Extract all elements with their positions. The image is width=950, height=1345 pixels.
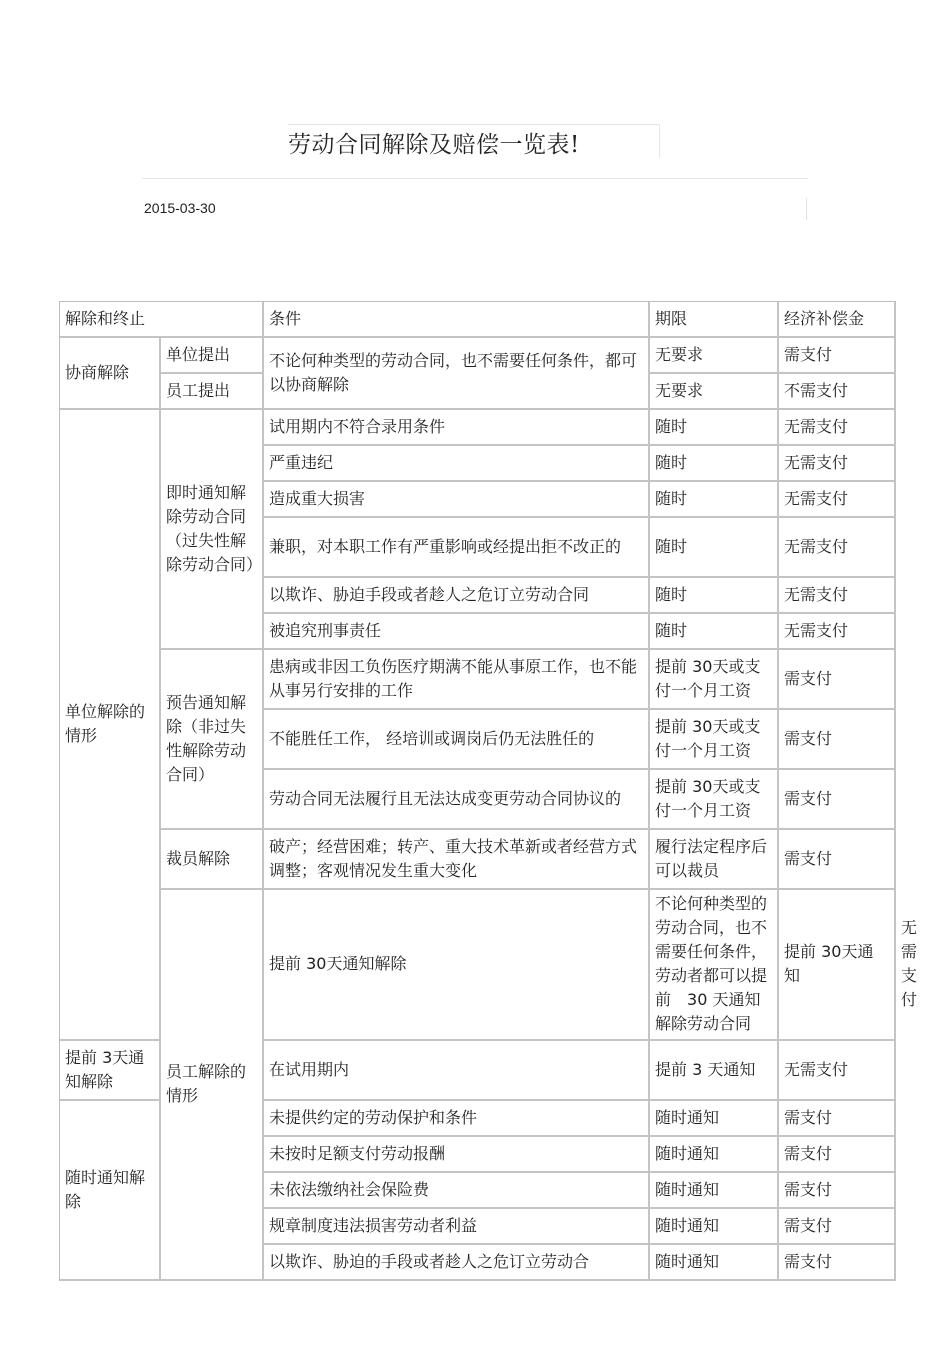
condition-cell: 试用期内不符合录用条件 [264,410,650,446]
condition-cell: 未按时足额支付劳动报酬 [264,1137,650,1173]
period-cell: 随时通知 [650,1101,779,1137]
header-type: 解除和终止 [60,302,264,338]
period-cell: 随时通知 [650,1245,779,1281]
condition-cell: 造成重大损害 [264,482,650,518]
compensation-cell: 无需支付 [779,482,896,518]
compensation-cell: 需支付 [779,1245,896,1281]
period-cell: 随时 [650,578,779,614]
subcategory-cell: 裁员解除 [161,830,264,890]
table-row [60,410,896,446]
period-cell: 提前 30天通知 [779,890,896,1041]
period-cell: 提前 30天或支付一个月工资 [650,770,779,830]
period-cell: 随时 [650,614,779,650]
table-row [60,830,896,890]
table-header-row [60,302,896,338]
period-cell: 履行法定程序后可以裁员 [650,830,779,890]
publish-date: 2015-03-30 [144,200,216,216]
table-row [60,650,896,710]
condition-cell: 以欺诈、胁迫手段或者趁人之危订立劳动合同 [264,578,650,614]
subcategory-cell: 单位提出 [161,338,264,374]
period-cell: 提前 3 天通知 [650,1041,779,1101]
compensation-cell: 无需支付 [779,1041,896,1101]
compensation-cell: 需支付 [779,770,896,830]
header-period: 期限 [650,302,779,338]
subcategory-cell: 预告通知解除（非过失性解除劳动合同） [161,650,264,830]
subcategory-cell: 提前 3天通知解除 [60,1041,161,1101]
category-cell: 员工解除的情形 [161,890,264,1281]
date-divider [806,198,807,220]
condition-cell: 规章制度违法损害劳动者利益 [264,1209,650,1245]
condition-cell: 被追究刑事责任 [264,614,650,650]
compensation-cell: 无需支付 [779,410,896,446]
condition-cell: 患病或非因工负伤医疗期满不能从事原工作，也不能从事另行安排的工作 [264,650,650,710]
condition-cell: 严重违纪 [264,446,650,482]
subcategory-cell: 提前 30天通知解除 [264,890,650,1041]
period-cell: 随时 [650,518,779,578]
compensation-cell: 需支付 [779,1137,896,1173]
subcategory-cell: 随时通知解除 [60,1101,161,1281]
page-title: 劳动合同解除及赔偿一览表! [288,132,580,158]
condition-cell: 不论何种类型的劳动合同，也不需要任何条件，劳动者都可以提前 30 天通知解除劳动合同 [650,890,779,1041]
compensation-cell: 需支付 [779,338,896,374]
condition-cell: 在试用期内 [264,1041,650,1101]
compensation-cell: 需支付 [779,1101,896,1137]
period-cell: 无要求 [650,338,779,374]
condition-cell: 劳动合同无法履行且无法达成变更劳动合同协议的 [264,770,650,830]
compensation-cell: 无需支付 [779,518,896,578]
compensation-cell: 需支付 [779,1209,896,1245]
compensation-cell: 不需支付 [779,374,896,410]
compensation-cell: 需支付 [779,710,896,770]
period-cell: 随时通知 [650,1137,779,1173]
condition-cell: 兼职，对本职工作有严重影响或经提出拒不改正的 [264,518,650,578]
compensation-cell: 需支付 [779,1173,896,1209]
compensation-cell: 无需支付 [779,446,896,482]
period-cell: 随时 [650,482,779,518]
subcategory-cell: 即时通知解除劳动合同（过失性解除劳动合同） [161,410,264,650]
condition-cell: 不能胜任工作， 经培训或调岗后仍无法胜任的 [264,710,650,770]
condition-cell: 未提供约定的劳动保护和条件 [264,1101,650,1137]
table-body [60,338,918,1281]
category-cell: 协商解除 [60,338,161,410]
period-cell: 随时通知 [650,1209,779,1245]
header-condition: 条件 [264,302,650,338]
title-divider [142,178,808,179]
period-cell: 随时 [650,410,779,446]
condition-cell: 破产；经营困难；转产、重大技术革新或者经营方式调整；客观情况发生重大变化 [264,830,650,890]
compensation-cell: 需支付 [779,830,896,890]
table-row: 员工解除的情形 提前 30天通知解除 不论何种类型的劳动合同，也不需要任何条件，劳动者都可以提前 30 天通知解除劳动合同 提前 30天通知 无需支付 [60,890,896,1041]
title-frame-top [288,124,660,125]
header-compensation: 经济补偿金 [779,302,896,338]
compensation-cell: 无需支付 [779,614,896,650]
period-cell: 随时通知 [650,1173,779,1209]
period-cell: 提前 30天或支付一个月工资 [650,650,779,710]
category-cell: 单位解除的情形 [60,410,161,1041]
compensation-cell: 需支付 [779,650,896,710]
table-row [60,338,896,374]
condition-cell: 以欺诈、胁迫的手段或者趁人之危订立劳动合 [264,1245,650,1281]
compensation-cell: 无需支付 [779,578,896,614]
period-cell: 随时 [650,446,779,482]
subcategory-cell: 员工提出 [161,374,264,410]
period-cell: 提前 30天或支付一个月工资 [650,710,779,770]
termination-compensation-table [59,301,918,1281]
condition-cell: 不论何种类型的劳动合同，也不需要任何条件，都可以协商解除 [264,338,650,410]
condition-cell: 未依法缴纳社会保险费 [264,1173,650,1209]
period-cell: 无要求 [650,374,779,410]
